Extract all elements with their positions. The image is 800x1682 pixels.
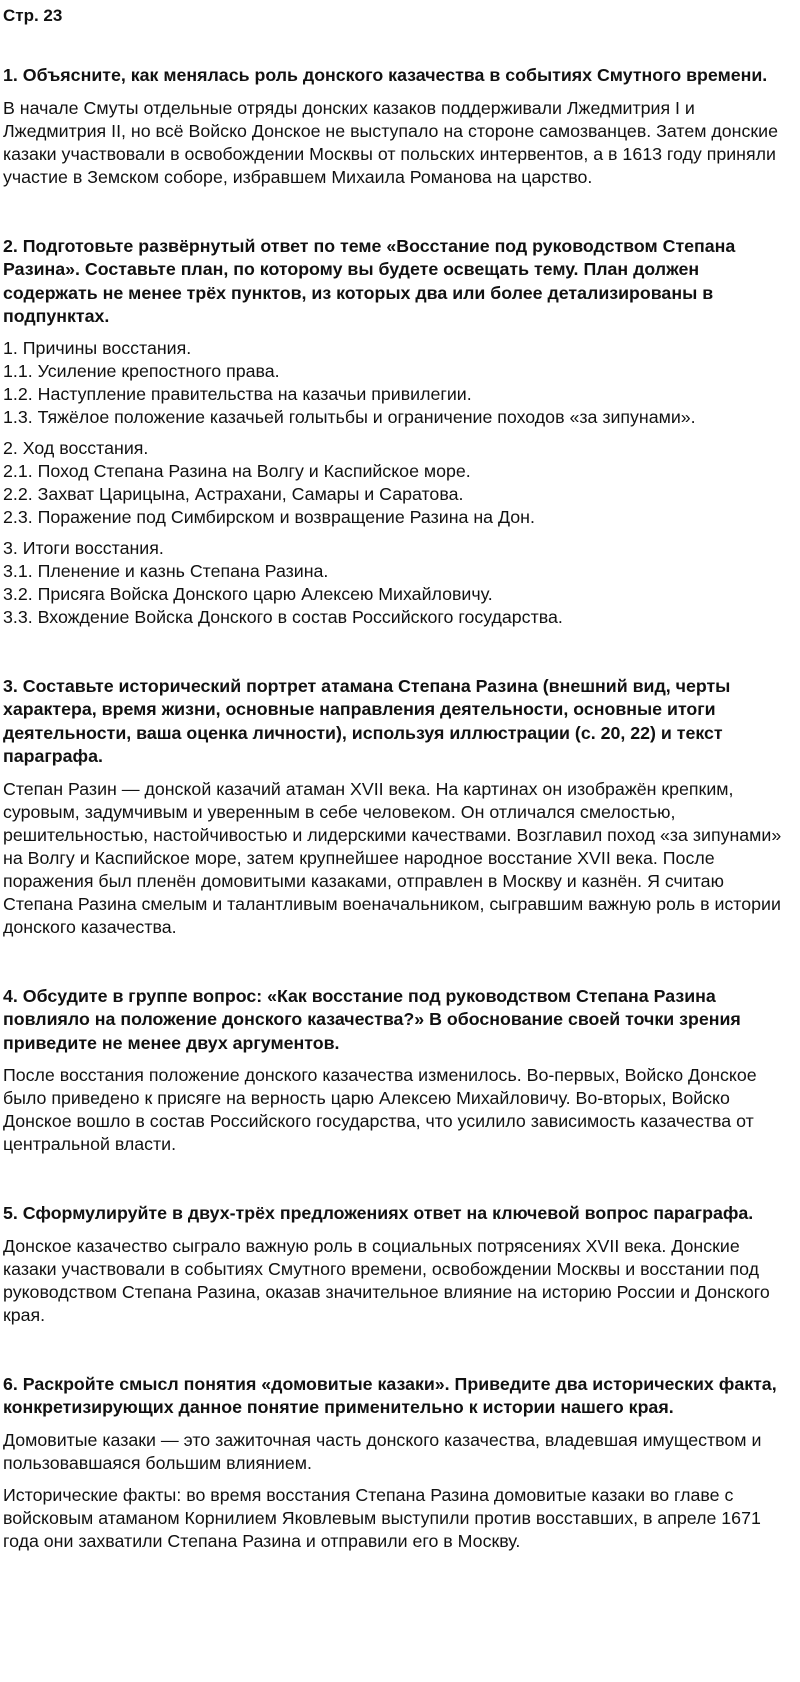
plan-subitem: 2.2. Захват Царицына, Астрахани, Самары и Саратова.	[3, 483, 464, 504]
plan-item: 3. Итоги восстания.	[3, 537, 164, 558]
section-5	[3, 1202, 793, 1327]
section-2	[3, 235, 793, 629]
plan-subitem: 1.2. Наступление правительства на казачьи привилегии.	[3, 383, 472, 404]
plan-subitem: 3.3. Вхождение Войска Донского в состав Российского государства.	[3, 606, 563, 627]
answer-paragraph: Степан Разин — донской казачий атаман XVII века. На картинах он изображён крепким, суровым, задумчивым и уверенным в себе человеком. Он отличался смелостью, решительностью, настойчивостью и лидерскими качествами. Возглавил поход «за зипунами» на Волгу и Каспийское море, затем крупнейшее народное восстание XVII века. После поражения был пленён домовитыми казаками, отправлен в Москву и казнён. Я считаю Степана Разина смелым и талантливым военачальником, сыгравшим важную роль в истории донского казачества.	[3, 778, 782, 937]
plan-subitem: 3.2. Присяга Войска Донского царю Алексею Михайловичу.	[3, 583, 493, 604]
plan-item: 1. Причины восстания.	[3, 337, 192, 358]
plan-item: 2. Ход восстания.	[3, 437, 149, 458]
page-number: Стр. 23	[3, 6, 63, 25]
answer-paragraph: Донское казачество сыграло важную роль в социальных потрясениях XVII века. Донские казаки участвовали в событиях Смутного времени, освобождении Москвы и восстании под руководством Степана Разина, оказав значительное влияние на историю России и Донского края.	[3, 1235, 770, 1325]
answer-2-plan	[3, 337, 793, 629]
answer-3	[3, 778, 793, 939]
section-4	[3, 985, 793, 1157]
answer-5	[3, 1235, 793, 1327]
question-1: 1. Объясните, как менялась роль донского казачества в событиях Смутного времени.	[3, 65, 768, 85]
document-page	[0, 6, 793, 1553]
question-6: 6. Раскройте смысл понятия «домовитые казаки». Приведите два исторических факта, конкретизирующих данное понятие применительно к истории нашего края.	[3, 1373, 777, 1417]
answer-paragraph: Домовитые казаки — это зажиточная часть донского казачества, владевшая имуществом и пользовавшаяся большим влиянием.	[3, 1429, 762, 1473]
section-6	[3, 1373, 793, 1553]
plan-subitem: 1.3. Тяжёлое положение казачьей голытьбы и ограничение походов «за зипунами».	[3, 406, 696, 427]
section-3	[3, 675, 793, 939]
answer-1	[3, 97, 793, 189]
answer-paragraph: После восстания положение донского казачества изменилось. Во-первых, Войско Донское было приведено к присяге на верность царю Алексею Михайловичу. Во-вторых, Войско Донское вошло в состав Российского государства, что усилило зависимость казачества от центральной власти.	[3, 1065, 757, 1154]
plan-subitem: 3.1. Пленение и казнь Степана Разина.	[3, 560, 329, 581]
plan-subitem: 2.1. Поход Степана Разина на Волгу и Каспийское море.	[3, 460, 471, 481]
answer-paragraph: В начале Смуты отдельные отряды донских казаков поддерживали Лжедмитрия I и Лжедмитрия II, но всё Войско Донское не выступало на стороне самозванцев. Затем донские казаки участвовали в освобождении Москвы от польских интервентов, а в 1613 году приняли участие в Земском соборе, избравшем Михаила Романова на царство.	[3, 97, 778, 187]
section-1	[3, 64, 793, 189]
answer-paragraph: Исторические факты: во время восстания Степана Разина домовитые казаки во главе с войсковым атаманом Корнилием Яковлевым выступили против восставших, в апреле 1671 года они захватили Степана Разина и отправили его в Москву.	[3, 1484, 761, 1551]
question-4: 4. Обсудите в группе вопрос: «Как восстание под руководством Степана Разина повлияло на положение донского казачества?» В обоснование своей точки зрения приведите не менее двух аргументов.	[3, 985, 741, 1053]
question-2: 2. Подготовьте развёрнутый ответ по теме «Восстание под руководством Степана Разина». Составьте план, по которому вы будете освещать тему. План должен содержать не менее трёх пунктов, из которых два или более детализированы в подпунктах.	[3, 235, 736, 326]
answer-4	[3, 1064, 793, 1156]
answer-6	[3, 1429, 793, 1553]
question-5: 5. Сформулируйте в двух-трёх предложениях ответ на ключевой вопрос параграфа.	[3, 1203, 754, 1223]
question-3: 3. Составьте исторический портрет атамана Степана Разина (внешний вид, черты характера, время жизни, основные направления деятельности, основные итоги деятельности, ваша оценка личности), используя иллюстрации (с. 20, 22) и текст параграфа.	[3, 675, 731, 766]
plan-subitem: 1.1. Усиление крепостного права.	[3, 360, 280, 381]
plan-subitem: 2.3. Поражение под Симбирском и возвращение Разина на Дон.	[3, 506, 535, 527]
